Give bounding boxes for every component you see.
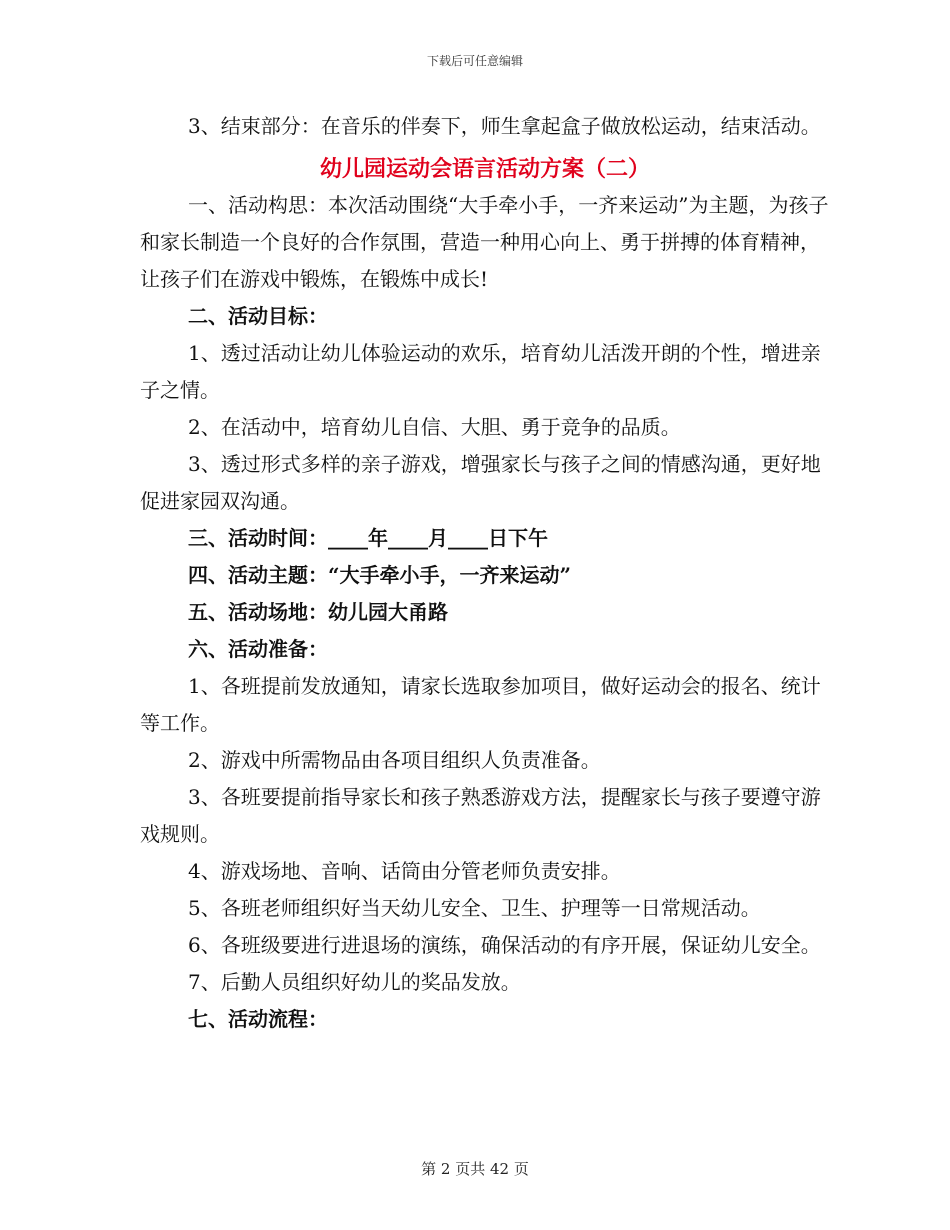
page-header: 下载后可任意编辑 [426, 54, 523, 68]
process-heading: 七、活动流程： [188, 1007, 328, 1031]
activity-venue: 五、活动场地：幼儿园大甬路 [188, 600, 448, 624]
activity-theme: 四、活动主题：“大手牵小手，一齐来运动” [188, 563, 572, 587]
activity-concept: 一、活动构思：本次活动围绕“大手牵小手，一齐来运动”为主题，为孩子和家长制造一个良好的合作氛围，营造一种用心向上、勇于拼搏的体育精神，让孩子们在游戏中锻炼，在锻炼中成长! [140, 193, 829, 291]
goals-heading: 二、活动目标： [188, 304, 328, 328]
preparation-heading: 六、活动准备： [188, 637, 328, 661]
preparation-item: 5、各班老师组织好当天幼儿安全、卫生、护理等一日常规活动。 [188, 896, 761, 920]
document-body [140, 108, 830, 1038]
goal-item: 3、透过形式多样的亲子游戏，增强家长与孩子之间的情感沟通，更好地促进家园双沟通。 [140, 452, 821, 513]
preparation-item: 2、游戏中所需物品由各项目组织人负责准备。 [188, 748, 601, 772]
preparation-item: 6、各班级要进行进退场的演练，确保活动的有序开展，保证幼儿安全。 [188, 933, 821, 957]
section-title: 幼儿园运动会语言活动方案（二） [319, 156, 650, 182]
preparation-item: 1、各班提前发放通知，请家长选取参加项目，做好运动会的报名、统计等工作。 [140, 674, 821, 735]
preparation-item: 3、各班要提前指导家长和孩子熟悉游戏方法，提醒家长与孩子要遵守游戏规则。 [140, 785, 821, 846]
activity-time: 三、活动时间：____年____月____日下午 [188, 526, 548, 550]
preparation-item: 7、后勤人员组织好幼儿的奖品发放。 [188, 970, 521, 994]
goal-item: 2、在活动中，培育幼儿自信、大胆、勇于竞争的品质。 [188, 415, 681, 439]
goal-item: 1、透过活动让幼儿体验运动的欢乐，培育幼儿活泼开朗的个性，增进亲子之情。 [140, 341, 821, 402]
page-footer: 第 2 页共 42 页 [421, 1160, 529, 1178]
intro-paragraph: 3、结束部分：在音乐的伴奏下，师生拿起盒子做放松运动，结束活动。 [188, 114, 821, 138]
preparation-item: 4、游戏场地、音响、话筒由分管老师负责安排。 [188, 859, 621, 883]
